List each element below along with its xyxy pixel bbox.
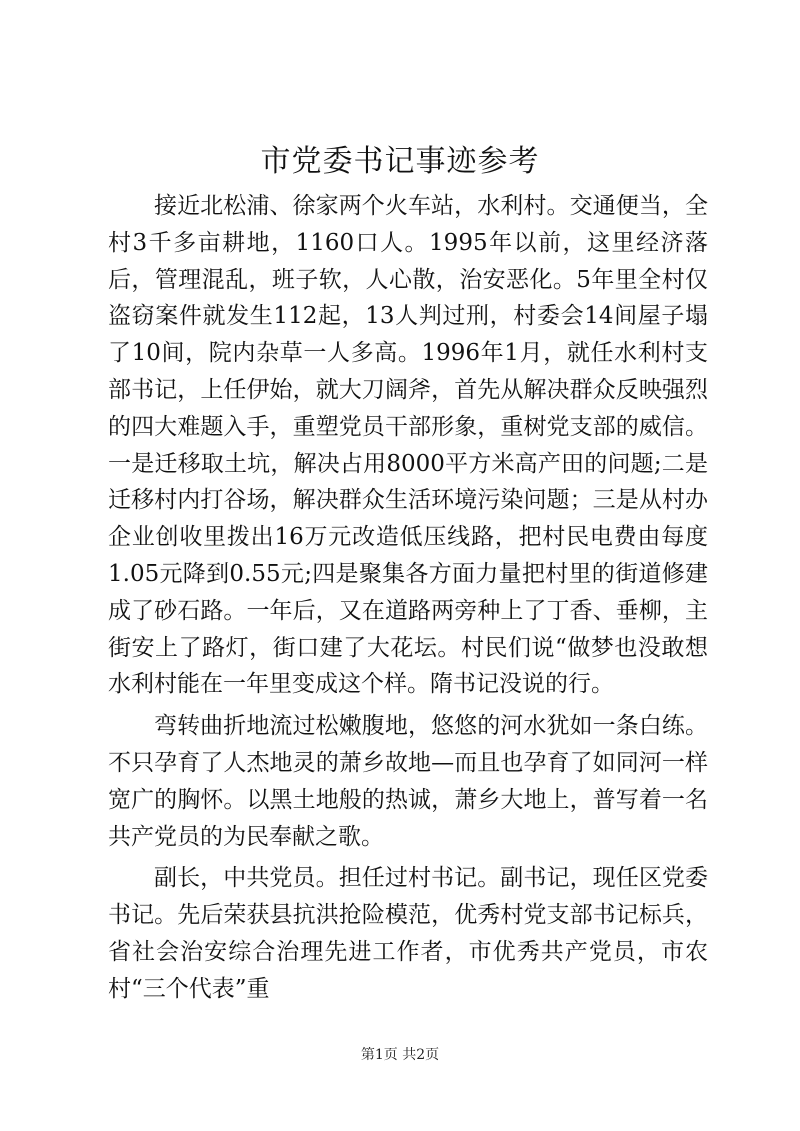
paragraph-2: 弯转曲折地流过松嫩腹地，悠悠的河水犹如一条白练。不只孕育了人杰地灵的萧乡故地—而且也孕育了如同河一样宽广的胸怀。以黑土地般的热诚，萧乡大地上，普写着一名共产党员的为民奉献之歌。: [108, 713, 708, 850]
paragraph-1: 接近北松浦、徐家两个火车站，水利村。交通便当，全村3千多亩耕地，1160口人。1995年以前，这里经济落后，管理混乱，班子软，人心散，治安恶化。5年里全村仅盗窃案件就发生112起，13人判过刑，村委会14间屋子塌了10间，院内杂草一人多高。1996年1月，就任水利村支部书记，上任伊始，就大刀阔斧，首先从解决群众反映强烈的四大难题入手，重塑党员干部形象，重树党支部的威信。一是迁移取土坑，解决占用8000平方米高产田的问题;二是迁移村内打谷场，解决群众生活环境污染问题；三是从村办企业创收里拨出16万元改造低压线路，把村民电费由每度1.05元降到0.55元;四是聚集各方面力量把村里的街道修建成了砂石路。一年后，又在道路两旁种上了丁香、垂柳，主街安上了路灯，街口建了大花坛。村民们说“做梦也没敢想水利村能在一年里变成这个样。隋书记没说的行。: [108, 193, 708, 698]
document-title: 市党委书记事迹参考: [260, 144, 540, 179]
paragraph-3: 副长，中共党员。担任过村书记。副书记，现任区党委书记。先后荣获县抗洪抢险模范，优秀村党支部书记标兵，省社会治安综合治理先进工作者，市优秀共产党员，市农村“三个代表”重: [108, 865, 708, 1002]
page-footer: 第1页 共2页: [360, 1047, 440, 1063]
document-body: [108, 188, 708, 1008]
